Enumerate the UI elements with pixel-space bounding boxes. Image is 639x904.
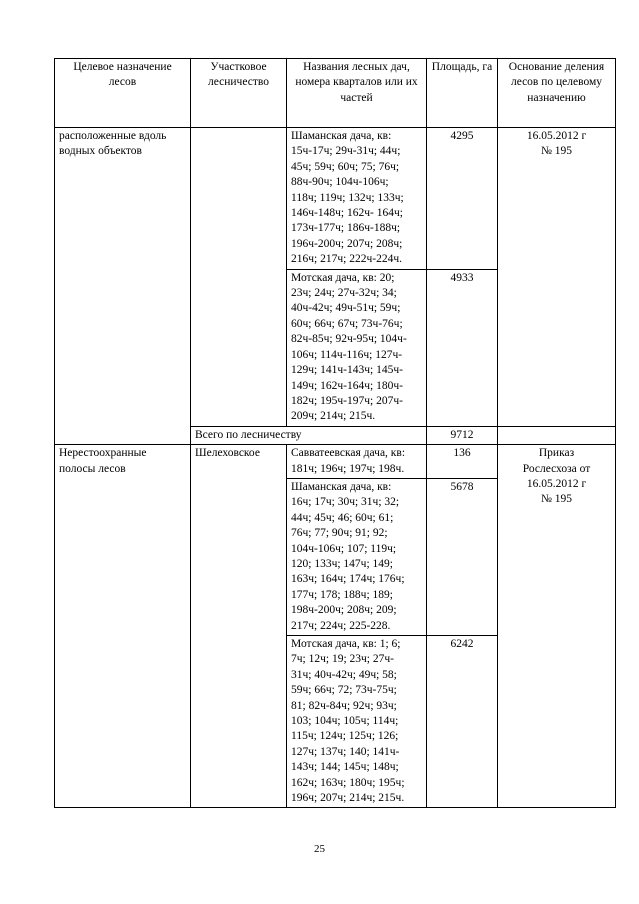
header-forestry: Участковое лесничество bbox=[191, 59, 287, 128]
names-cell: Шаманская дача, кв: 15ч-17ч; 29ч-31ч; 44ч; 45ч; 59ч; 60ч; 75; 76ч; 88ч-90ч; 104ч-106ч; 118ч; 119ч; 132ч; 133ч; 146ч-148ч; 162ч- 164ч; 173ч-177ч; 186ч-188ч; 196ч-200ч; 207ч; 208ч; 216ч; 217ч; 222ч-224ч. bbox=[287, 128, 427, 270]
names-cell: Мотская дача, кв: 20; 23ч; 24ч; 27ч-32ч; 34; 40ч-42ч; 49ч-51ч; 59ч; 60ч; 66ч; 67ч; 73ч-76ч; 82ч-85ч; 92ч-95ч; 104ч- 106ч; 114ч-116ч; 127ч- 129ч; 141ч-143ч; 145ч- 149ч; 162ч-164ч; 180ч- 182ч; 195ч-197ч; 207ч- 209ч; 214ч; 215ч. bbox=[287, 269, 427, 426]
area-cell: 6242 bbox=[427, 636, 498, 808]
forest-purpose-table bbox=[54, 58, 616, 808]
header-names: Названия лесных дач, номера кварталов или их частей bbox=[287, 59, 427, 128]
page-number: 25 bbox=[314, 843, 325, 855]
forestry-cell: Шелеховское bbox=[191, 445, 287, 808]
basis-cell: Приказ Рослесхоза от 16.05.2012 г № 195 bbox=[498, 445, 616, 808]
names-cell: Мотская дача, кв: 1; 6; 7ч; 12ч; 19; 23ч; 27ч- 31ч; 40ч-42ч; 49ч; 58; 59ч; 66ч; 72; 73ч-75ч; 81; 82ч-84ч; 92ч; 93ч; 103; 104ч; 105ч; 114ч; 115ч; 124ч; 125ч; 126; 127ч; 137ч; 140; 141ч- 143ч; 144; 145ч; 148ч; 162ч; 163ч; 180ч; 195ч; 196ч; 207ч; 214ч; 215ч. bbox=[287, 636, 427, 808]
forestry-cell bbox=[191, 128, 287, 427]
header-purpose: Целевое назначение лесов bbox=[55, 59, 191, 128]
header-area: Площадь, га bbox=[427, 59, 498, 128]
purpose-cell: расположенные вдоль водных объектов bbox=[55, 128, 191, 445]
table-row bbox=[55, 445, 616, 479]
area-cell: 4295 bbox=[427, 128, 498, 270]
area-cell: 136 bbox=[427, 445, 498, 479]
header-basis: Основание деления лесов по целевому назначению bbox=[498, 59, 616, 128]
names-cell: Савватеевская дача, кв: 181ч; 196ч; 197ч; 198ч. bbox=[287, 445, 427, 479]
total-area: 9712 bbox=[427, 426, 498, 444]
total-basis-cell bbox=[498, 426, 616, 444]
table-row bbox=[55, 128, 616, 270]
area-cell: 5678 bbox=[427, 478, 498, 635]
area-cell: 4933 bbox=[427, 269, 498, 426]
table-header-row bbox=[55, 59, 616, 128]
purpose-cell: Нерестоохранные полосы лесов bbox=[55, 445, 191, 808]
total-label: Всего по лесничеству bbox=[191, 426, 427, 444]
names-cell: Шаманская дача, кв: 16ч; 17ч; 30ч; 31ч; 32; 44ч; 45ч; 46; 60ч; 61; 76ч; 77; 90ч; 91; 92; 104ч-106ч; 107; 119ч; 120; 133ч; 147ч; 149; 163ч; 164ч; 174ч; 176ч; 177ч; 178; 188ч; 189; 198ч-200ч; 208ч; 209; 217ч; 224ч; 225-228. bbox=[287, 478, 427, 635]
basis-cell: 16.05.2012 г № 195 bbox=[498, 128, 616, 427]
